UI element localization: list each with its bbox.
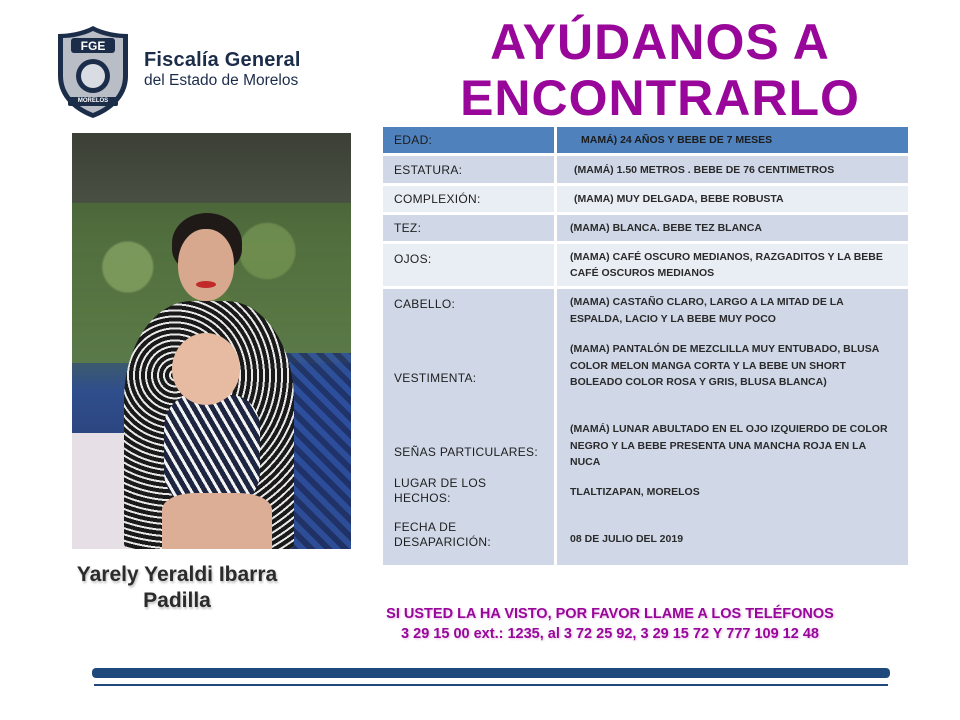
label-ojos: OJOS:: [383, 244, 554, 286]
row-estatura: [383, 156, 908, 183]
value-cabello: (MAMA) CASTAÑO CLARO, LARGO A LA MITAD DE LA ESPALDA, LACIO Y LA BEBE MUY POCO: [570, 296, 844, 325]
row-ojos: [383, 244, 908, 286]
footer-bar: [92, 668, 890, 678]
row-complexion: [383, 186, 908, 212]
headline: [430, 14, 890, 126]
label-edad: EDAD:: [383, 127, 554, 153]
label-cabello: CABELLO:: [394, 297, 456, 311]
headline-line1: AYÚDANOS A: [490, 14, 830, 70]
label-fecha: FECHA DE DESAPARICIÓN:: [394, 520, 492, 549]
row-description-block: [383, 289, 908, 565]
org-subtitle: del Estado de Morelos: [144, 72, 299, 89]
label-estatura: ESTATURA:: [383, 156, 554, 183]
label-lugar: LUGAR DE LOS HECHOS:: [394, 476, 487, 505]
contact-line1: SI USTED LA HA VISTO, POR FAVOR LLAME A LOS TELÉFONOS: [386, 606, 834, 622]
row-edad: [383, 127, 908, 153]
org-name: Fiscalía General: [144, 49, 301, 71]
value-senas: (MAMÁ) LUNAR ABULTADO EN EL OJO IZQUIERDO DE COLOR NEGRO Y LA BEBE PRESENTA UNA MANCHA ROJA EN LA NUCA: [570, 423, 888, 468]
label-tez: TEZ:: [383, 215, 554, 241]
value-vestimenta: (MAMA) PANTALÓN DE MEZCLILLA MUY ENTUBADO, BLUSA COLOR MELON MANGA CORTA Y LA BEBE UN SHORT BOLEADO COLOR ROSA Y GRIS, BLUSA BLANCA): [570, 343, 879, 388]
label-vestimenta: VESTIMENTA:: [394, 371, 477, 385]
details-table: [383, 127, 908, 565]
org-logo: [54, 22, 324, 122]
person-name: Yarely Yeraldi Ibarra Padilla: [76, 563, 278, 612]
badge-fge-text: FGE: [80, 39, 106, 53]
contact-phones: 3 29 15 00 ext.: 1235, al 3 72 25 92, 3 29 15 72 Y 777 109 12 48: [401, 626, 819, 642]
label-senas: SEÑAS PARTICULARES:: [394, 445, 538, 459]
headline-line2: ENCONTRARLO: [460, 70, 860, 126]
label-complexion: COMPLEXIÓN:: [383, 186, 554, 212]
missing-person-photo: [72, 133, 351, 549]
footer-rule: [94, 684, 888, 686]
value-estatura: (MAMÁ) 1.50 METROS . BEBE DE 76 CENTIMETROS: [557, 156, 908, 183]
value-ojos: (MAMA) CAFÉ OSCURO MEDIANOS, RAZGADITOS Y LA BEBE CAFÉ OSCUROS MEDIANOS: [557, 244, 908, 286]
value-fecha: 08 DE JULIO DEL 2019: [570, 533, 684, 545]
value-edad: MAMÁ) 24 AÑOS Y BEBE DE 7 MESES: [557, 127, 908, 153]
badge-morelos-text: MORELOS: [77, 98, 109, 104]
value-complexion: (MAMA) MUY DELGADA, BEBE ROBUSTA: [557, 186, 908, 212]
contact-info: [330, 604, 890, 644]
row-tez: [383, 215, 908, 241]
shield-badge-icon: [54, 24, 132, 120]
value-lugar: TLALTIZAPAN, MORELOS: [570, 486, 700, 498]
value-tez: (MAMA) BLANCA. BEBE TEZ BLANCA: [557, 215, 908, 241]
